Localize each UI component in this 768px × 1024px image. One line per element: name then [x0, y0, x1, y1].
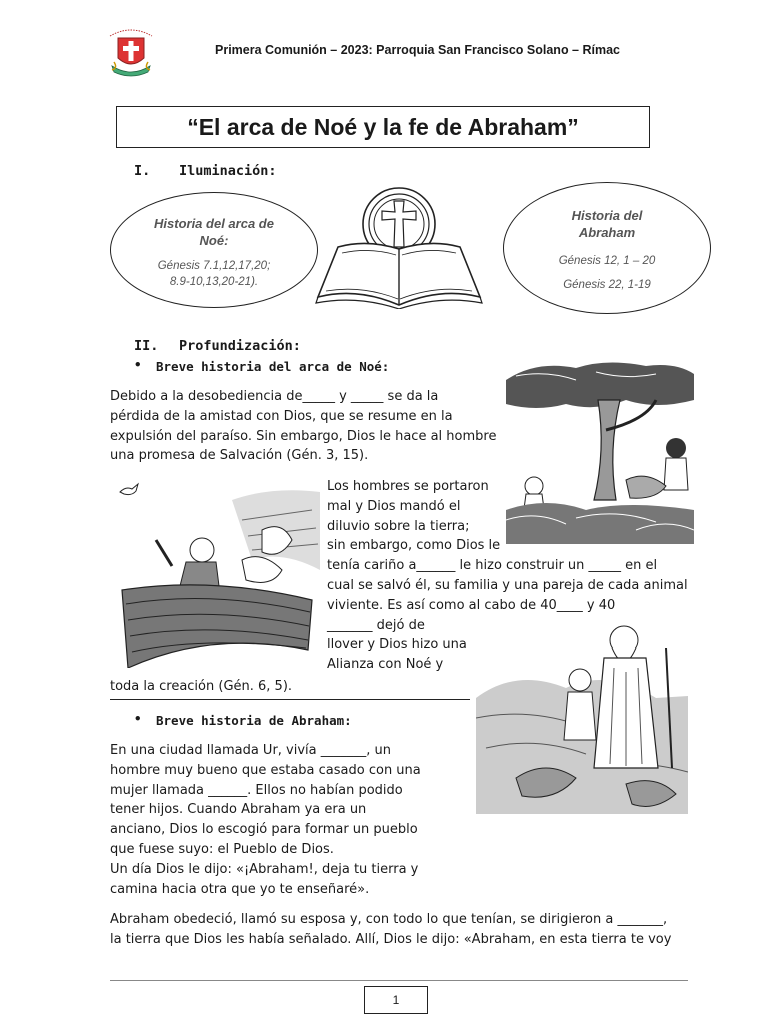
bullet-dot: • [134, 711, 142, 726]
abraham-paragraph-journey [110, 910, 671, 950]
oval-abraham-citation-2: Génesis 22, 1-19 [563, 279, 651, 291]
text-line: mal y Dios mandó el [327, 498, 461, 514]
footer-rule [110, 980, 688, 981]
oval-noe-citation: Génesis 7.1,12,17,20; 8.9-10,13,20-21). [157, 260, 271, 288]
page-number: 1 [364, 986, 428, 1014]
text-line: viviente. Es así como al cabo de 40____ y 40 [327, 597, 616, 613]
section-2-heading: Profundización: [179, 338, 301, 354]
bullet-dot: • [134, 357, 142, 372]
text-line: sin embargo, como Dios le [327, 538, 501, 554]
oval-noe-title: Historia del arca de Noé: [154, 216, 274, 248]
text-line: camina hacia otra que yo te enseñaré». [110, 881, 370, 897]
text-line: Debido a la desobediencia de_____ y _____ se da la [110, 389, 439, 404]
text-line: una promesa de Salvación (Gén. 3, 15). [110, 448, 369, 464]
text-line: llover y Dios hizo una [327, 637, 467, 653]
text-line: Abraham obedeció, llamó su esposa y, con todo lo que tenían, se dirigieron a _______, [110, 912, 668, 927]
section-2-number: II. [134, 338, 159, 354]
bible-with-host-icon [312, 187, 486, 309]
section-divider [110, 699, 470, 700]
text-line: diluvio sobre la tierra; [327, 518, 470, 534]
section-1-number: I. [134, 163, 151, 179]
abraham-isaac-image [476, 618, 688, 814]
noe-paragraph-intro [110, 387, 496, 466]
text-line: Un día Dios le dijo: «¡Abraham!, deja tu tierra y [110, 861, 419, 877]
text-line: tenía cariño a______ le hizo construir un _____ en el [327, 558, 658, 574]
noe-paragraph-end: toda la creación (Gén. 6, 5). [110, 679, 293, 694]
oval-abraham-story [503, 182, 711, 314]
text-line: pérdida de la amistad con Dios, que se resume en la [110, 408, 453, 424]
text-line: cual se salvó él, su familia y una pareja de cada animal [327, 577, 688, 593]
noe-subheading: Breve historia del arca de Noé: [156, 359, 390, 374]
text-line: la tierra que Dios les había señalado. Allí, Dios le dijo: «Abraham, en esta tierra te voy [110, 931, 672, 947]
text-line: Alianza con Noé y [327, 657, 444, 673]
abraham-subheading: Breve historia de Abraham: [156, 713, 352, 728]
abraham-paragraph-intro [110, 741, 421, 899]
text-line: expulsión del paraíso. Sin embargo, Dios le hace al hombre [110, 428, 497, 444]
noah-ark-image [112, 480, 322, 668]
oval-abraham-citation-1: Génesis 12, 1 – 20 [558, 255, 656, 267]
oval-noe-story [110, 192, 318, 308]
oval-abraham-title: Historia del Abraham [571, 208, 643, 240]
text-line: tener hijos. Cuando Abraham ya era un [110, 802, 367, 818]
text-line: En una ciudad llamada Ur, vivía _______, un [110, 743, 392, 758]
page-header: Primera Comunión – 2023: Parroquia San Francisco Solano – Rímac [215, 43, 620, 57]
text-line: _______ dejó de [327, 617, 425, 633]
text-line: mujer llamada ______. Ellos no habían podido [110, 782, 403, 798]
document-title: “El arca de Noé y la fe de Abraham” [116, 106, 650, 148]
section-1-heading: Iluminación: [179, 163, 277, 179]
text-line: anciano, Dios lo escogió para formar un pueblo [110, 822, 418, 838]
text-line: hombre muy bueno que estaba casado con una [110, 762, 421, 778]
text-line: que fuese suyo: el Pueblo de Dios. [110, 841, 334, 857]
parish-crest-logo [104, 22, 158, 80]
text-line: Los hombres se portaron [327, 479, 489, 494]
